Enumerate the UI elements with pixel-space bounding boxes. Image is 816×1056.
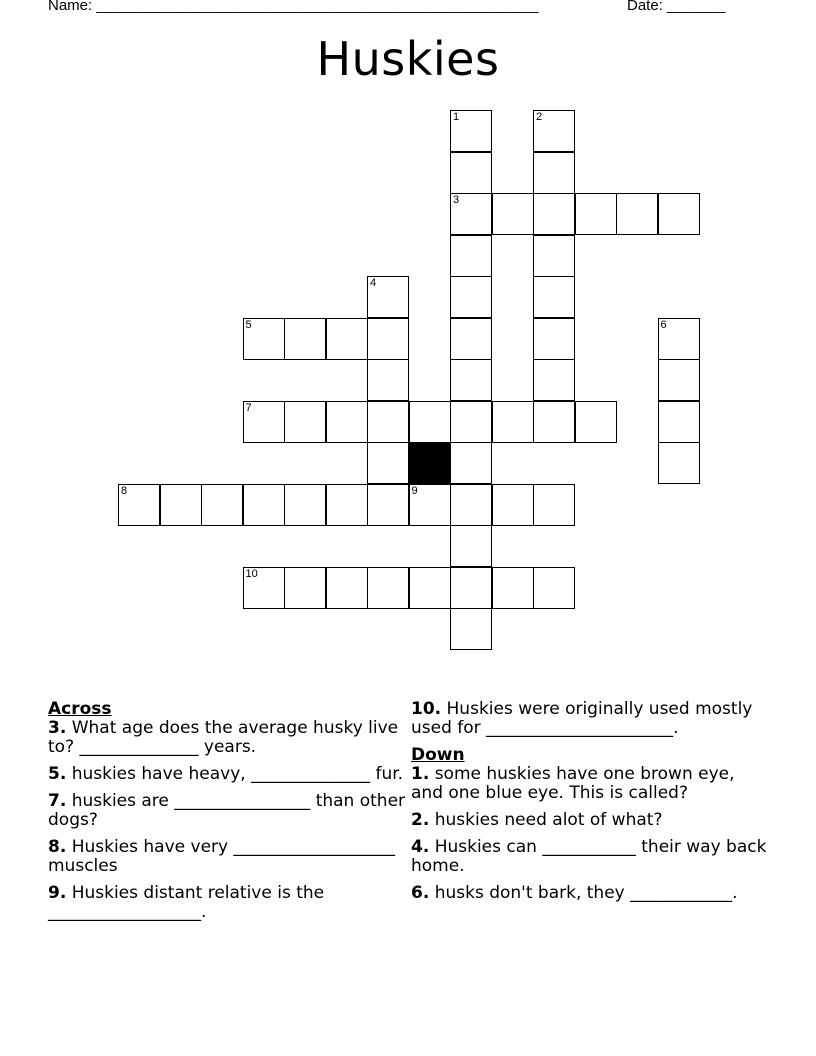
cell-number: 3	[453, 194, 460, 206]
grid-cell[interactable]	[492, 484, 534, 526]
clues-left-column	[48, 699, 411, 930]
clue-text: Huskies distant relative is the __________________.	[48, 883, 330, 922]
grid-cell[interactable]	[367, 442, 409, 484]
grid-cell[interactable]	[284, 567, 326, 609]
cell-number: 5	[245, 318, 252, 331]
cell-number: 9	[411, 484, 418, 497]
grid-cell[interactable]	[658, 193, 700, 235]
page-title: Huskies	[316, 32, 500, 86]
cell-number: 10	[245, 567, 258, 580]
grid-cell[interactable]	[450, 525, 492, 567]
grid-cell[interactable]	[492, 401, 534, 443]
down-heading: Down	[411, 745, 465, 765]
clue-number: 10.	[411, 699, 442, 719]
grid-cell[interactable]	[160, 484, 202, 526]
grid-cell[interactable]	[284, 401, 326, 443]
grid-cell[interactable]	[118, 484, 160, 526]
grid-cell[interactable]	[367, 567, 409, 609]
grid-cell[interactable]	[367, 484, 409, 526]
clue-number: 6.	[411, 883, 430, 903]
across-heading: Across	[48, 699, 112, 719]
grid-cell[interactable]	[533, 567, 575, 609]
clue-across-3	[48, 719, 408, 757]
cell-number: 4	[370, 277, 377, 289]
grid-cell[interactable]	[284, 318, 326, 360]
grid-cell[interactable]	[450, 193, 492, 235]
clue-across-8	[48, 838, 408, 876]
clue-text: Huskies can ___________ their way back home.	[411, 837, 772, 876]
cell-number: 6	[660, 318, 667, 331]
grid-cell[interactable]	[575, 193, 617, 235]
grid-cell[interactable]	[367, 401, 409, 443]
grid-cell[interactable]	[658, 401, 700, 443]
clue-number: 2.	[411, 810, 430, 830]
grid-cell[interactable]	[367, 359, 409, 401]
grid-cell[interactable]	[409, 401, 451, 443]
grid-cell[interactable]	[450, 401, 492, 443]
clue-down-6	[411, 884, 771, 903]
clue-text: What age does the average husky live to? ______________ years.	[48, 718, 404, 757]
grid-cell[interactable]	[409, 484, 451, 526]
grid-cell[interactable]	[575, 401, 617, 443]
clue-number: 5.	[48, 764, 67, 784]
grid-cell[interactable]	[492, 567, 534, 609]
grid-cell[interactable]	[326, 318, 368, 360]
clue-text: huskies have heavy, ______________ fur.	[66, 764, 404, 784]
grid-cell[interactable]	[450, 276, 492, 318]
cell-number: 1	[453, 111, 460, 123]
grid-cell[interactable]	[533, 484, 575, 526]
clue-number: 8.	[48, 837, 67, 857]
clue-text: husks don't bark, they ____________.	[429, 883, 738, 903]
black-cell	[409, 442, 451, 484]
clue-number: 9.	[48, 883, 67, 903]
clues-right-column	[411, 700, 771, 911]
cell-number: 2	[536, 111, 543, 123]
grid-cell[interactable]	[450, 110, 492, 152]
grid-cell[interactable]	[409, 567, 451, 609]
cell-number: 7	[245, 401, 252, 414]
grid-cell[interactable]	[616, 193, 658, 235]
grid-cell[interactable]	[326, 567, 368, 609]
clue-across-7	[48, 791, 411, 830]
grid-cell[interactable]	[533, 318, 575, 360]
grid-cell[interactable]	[243, 567, 285, 609]
grid-cell[interactable]	[450, 318, 492, 360]
clue-number: 3.	[48, 718, 67, 738]
grid-cell[interactable]	[326, 401, 368, 443]
clue-number: 1.	[411, 764, 430, 784]
grid-cell[interactable]	[243, 401, 285, 443]
grid-cell[interactable]	[658, 442, 700, 484]
grid-cell[interactable]	[450, 152, 492, 194]
grid-cell[interactable]	[658, 359, 700, 401]
clue-down-4	[411, 838, 771, 876]
grid-cell[interactable]	[243, 318, 285, 360]
grid-cell[interactable]	[201, 484, 243, 526]
name-field-line: Name: _____________________________________________________	[48, 0, 539, 14]
grid-cell[interactable]	[326, 484, 368, 526]
grid-cell[interactable]	[533, 235, 575, 277]
grid-cell[interactable]	[533, 276, 575, 318]
grid-cell[interactable]	[658, 318, 700, 360]
grid-cell[interactable]	[450, 235, 492, 277]
date-field-line: Date: _______	[627, 0, 726, 14]
grid-cell[interactable]	[284, 484, 326, 526]
clue-across-5	[48, 765, 408, 784]
clue-text: Huskies have very ___________________ muscles	[48, 837, 401, 876]
clue-text: Huskies were originally used mostly used for ______________________.	[411, 699, 758, 738]
grid-cell[interactable]	[533, 359, 575, 401]
grid-cell[interactable]	[450, 567, 492, 609]
clue-text: huskies are ________________ than other dogs?	[48, 791, 411, 830]
cell-number: 8	[121, 484, 128, 497]
clue-text: some huskies have one brown eye, and one blue eye. This is called?	[411, 764, 740, 803]
grid-cell[interactable]	[367, 276, 409, 318]
grid-cell[interactable]	[533, 193, 575, 235]
clue-down-1	[411, 765, 771, 803]
grid-cell[interactable]	[533, 152, 575, 194]
grid-cell[interactable]	[533, 110, 575, 152]
grid-cell[interactable]	[450, 608, 492, 650]
clue-down-2	[411, 811, 771, 830]
grid-cell[interactable]	[450, 442, 492, 484]
clue-number: 4.	[411, 837, 430, 857]
grid-cell[interactable]	[367, 318, 409, 360]
clue-number: 7.	[48, 791, 67, 811]
grid-cell[interactable]	[450, 359, 492, 401]
grid-cell[interactable]	[450, 484, 492, 526]
clue-text: huskies need alot of what?	[429, 810, 663, 830]
grid-cell[interactable]	[243, 484, 285, 526]
clue-across-10	[411, 700, 771, 738]
grid-cell[interactable]	[533, 401, 575, 443]
grid-cell[interactable]	[492, 193, 534, 235]
clue-across-9	[48, 884, 408, 922]
